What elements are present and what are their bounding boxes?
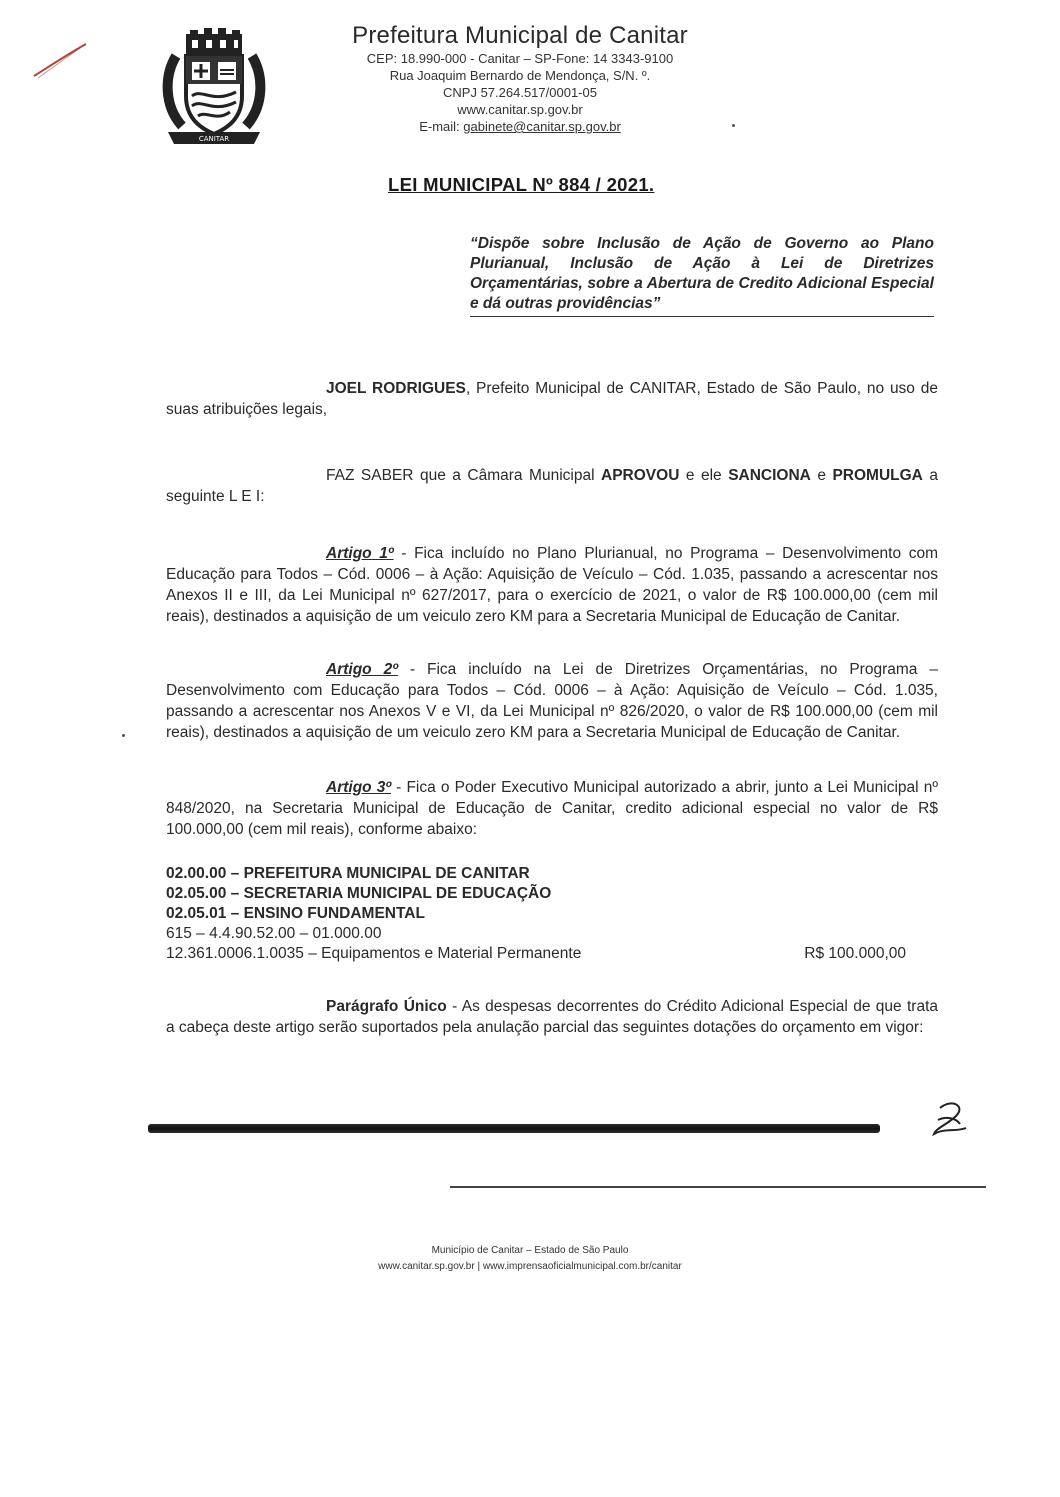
email-line <box>290 118 750 135</box>
sole-paragraph-label: Parágrafo Único <box>326 998 447 1015</box>
website-line[interactable]: www.canitar.sp.gov.br <box>457 102 583 117</box>
sole-paragraph <box>166 996 938 1038</box>
email-link[interactable]: gabinete@canitar.sp.gov.br <box>463 119 621 134</box>
address-line: Rua Joaquim Bernardo de Mendonça, S/N. º. <box>389 68 651 83</box>
cnpj-line: CNPJ 57.264.517/0001-05 <box>443 85 597 100</box>
canitar-coat-of-arms-icon <box>158 26 270 148</box>
initials-rubric-icon <box>926 1098 972 1142</box>
budget-line-1: 02.00.00 – PREFEITURA MUNICIPAL DE CANITAR <box>166 865 530 882</box>
budget-line-3: 02.05.01 – ENSINO FUNDAMENTAL <box>166 905 425 922</box>
page-divider-thick <box>148 1124 880 1133</box>
mayor-name: JOEL RODRIGUES <box>326 380 466 397</box>
budget-line-5-value: R$ 100.000,00 <box>804 945 906 962</box>
article-2 <box>166 659 938 743</box>
article-3-label: Artigo 3º <box>326 779 392 796</box>
budget-line-4: 615 – 4.4.90.52.00 – 01.000.00 <box>166 925 382 942</box>
coat-of-arms-ribbon-text: CANITAR <box>198 135 230 143</box>
article-1-label: Artigo 1º <box>326 545 394 562</box>
article-2-text: - Fica incluído na Lei de Diretrizes Orçamentárias, no Programa – Desenvolvimento com Educação para Todos – Cód. 0006 – à Ação: Aquisição de Veículo – Cód. 1.035, passando a acrescentar nos Anexos V e VI, da Lei Municipal nº 826/2020, o valor de R$ 100.000,00 (cem mil reais), destinados a aquisição de um veiculo zero KM para a Secretaria Municipal de Educação de Canitar. <box>166 661 938 741</box>
scan-speck <box>732 124 735 127</box>
article-3 <box>166 777 938 840</box>
page-divider-thin <box>450 1186 986 1188</box>
article-1-text: - Fica incluído no Plano Plurianual, no Programa – Desenvolvimento com Educação para Todos – Cód. 0006 – à Ação: Aquisição de Veículo – Cód. 1.035, passando a acrescentar nos Anexos II e III, da Lei Municipal nº 627/2017, para o exercício de 2021, o valor de R$ 100.000,00 (cem mil reais), destinados a aquisição de um veiculo zero KM para a Secretaria Municipal de Educação de Canitar. <box>166 545 939 625</box>
pen-stroke-mark-icon <box>30 40 90 80</box>
letterhead <box>290 22 750 135</box>
law-title: LEI MUNICIPAL Nº 884 / 2021. <box>388 174 655 195</box>
enactment-promulgates: PROMULGA <box>832 467 923 484</box>
municipality-title: Prefeitura Municipal de Canitar <box>352 22 688 49</box>
cep-phone-line: CEP: 18.990-000 - Canitar – SP-Fone: 14 3343-9100 <box>366 51 674 66</box>
budget-line-2: 02.05.00 – SECRETARIA MUNICIPAL DE EDUCAÇÃO <box>166 885 552 902</box>
email-label: E-mail: <box>419 119 460 134</box>
enactment-text-c: e ele <box>679 467 729 484</box>
enactment-text-g: a seguinte L E I: <box>166 467 939 505</box>
enactment-text-e: e <box>810 467 833 484</box>
enactment-sanctions: SANCIONA <box>728 467 811 484</box>
footer-line-2[interactable]: www.canitar.sp.gov.br | www.imprensaoficialmunicipal.com.br/canitar <box>378 1261 682 1272</box>
page-footer <box>330 1243 730 1275</box>
enactment-approved: APROVOU <box>601 467 680 484</box>
enactment-text-a: FAZ SABER que a Câmara Municipal <box>326 467 602 484</box>
preamble-paragraph <box>166 378 938 420</box>
enactment-paragraph <box>166 465 938 507</box>
article-1 <box>166 543 938 627</box>
scan-speck <box>122 734 125 737</box>
footer-line-1: Município de Canitar – Estado de São Paulo <box>431 1245 629 1256</box>
law-ementa: “Dispõe sobre Inclusão de Ação de Governo ao Plano Plurianual, Inclusão de Ação à Lei de Diretrizes Orçamentárias, sobre a Abertura de Credito Adicional Especial e dá outras providências” <box>470 234 934 317</box>
preamble-text: , Prefeito Municipal de CANITAR, Estado de São Paulo, no uso de suas atribuições legais, <box>166 380 938 418</box>
budget-line-5 <box>166 944 906 964</box>
sole-paragraph-text: - As despesas decorrentes do Crédito Adicional Especial de que trata a cabeça deste artigo serão suportados pela anulação parcial das seguintes dotações do orçamento em vigor: <box>166 998 938 1036</box>
budget-allocation <box>166 864 906 964</box>
article-3-text: - Fica o Poder Executivo Municipal autorizado a abrir, junto a Lei Municipal nº 848/2020, na Secretaria Municipal de Educação de Canitar, credito adicional especial no valor de R$ 100.000,00 (cem mil reais), conforme abaixo: <box>166 779 939 838</box>
budget-line-5-desc: 12.361.0006.1.0035 – Equipamentos e Material Permanente <box>166 945 582 962</box>
article-2-label: Artigo 2º <box>326 661 398 678</box>
